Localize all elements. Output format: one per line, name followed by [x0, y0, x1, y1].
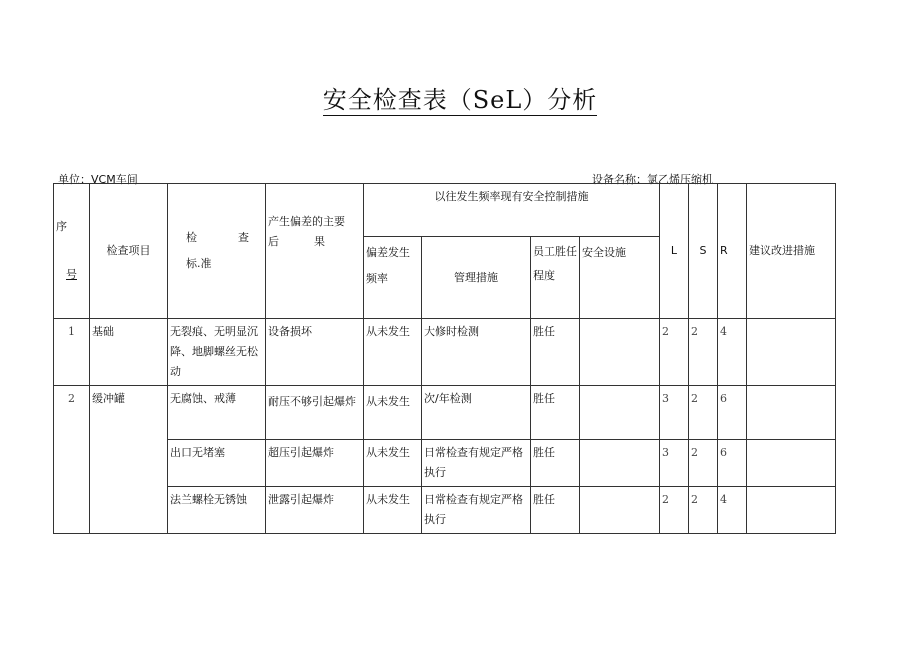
row-standard: 无腐蚀、戒薄: [168, 386, 266, 440]
row-improve: [747, 386, 836, 440]
row-R: 6: [718, 386, 747, 440]
row-facility: [580, 440, 660, 487]
row-R: 6: [718, 440, 747, 487]
table-row: [54, 319, 836, 386]
header-S: S: [689, 184, 718, 319]
row-freq: 从未发生: [364, 487, 422, 534]
row-consequence: 耐压不够引起爆炸: [266, 386, 364, 440]
row-improve: [747, 319, 836, 386]
checklist-table: [53, 183, 836, 534]
row-S: 2: [689, 319, 718, 386]
header-standard: 检 查 标.准: [168, 184, 266, 319]
row-management: 日常检查有规定严格执行: [422, 440, 531, 487]
header-item: 检查项目: [90, 184, 168, 319]
row-seq: 2: [54, 386, 90, 534]
table-row: [54, 487, 836, 534]
row-freq: 从未发生: [364, 440, 422, 487]
row-L: 3: [660, 440, 689, 487]
row-S: 2: [689, 487, 718, 534]
header-row-1: [54, 184, 836, 237]
header-deviation-freq: 偏差发生频率: [364, 237, 422, 319]
row-staff: 胜任: [531, 487, 580, 534]
header-seq: 序 号: [54, 184, 90, 319]
row-item: 基础: [90, 319, 168, 386]
row-management: 次/年检测: [422, 386, 531, 440]
row-standard: 无裂痕、无明显沉降、地脚螺丝无松动: [168, 319, 266, 386]
row-improve: [747, 487, 836, 534]
row-L: 2: [660, 487, 689, 534]
row-standard: 法兰螺栓无锈蚀: [168, 487, 266, 534]
row-management: 日常检查有规定严格执行: [422, 487, 531, 534]
header-management: 管理措施: [422, 237, 531, 319]
row-management: 大修时检测: [422, 319, 531, 386]
header-control-group: 以往发生频率现有安全控制措施: [364, 184, 660, 237]
row-staff: 胜任: [531, 386, 580, 440]
row-S: 2: [689, 440, 718, 487]
table-row: [54, 440, 836, 487]
row-L: 2: [660, 319, 689, 386]
header-L: L: [660, 184, 689, 319]
row-facility: [580, 487, 660, 534]
row-S: 2: [689, 386, 718, 440]
header-improve: 建议改进措施: [747, 184, 836, 319]
row-freq: 从未发生: [364, 386, 422, 440]
row-consequence: 设备损坏: [266, 319, 364, 386]
page-title: 安全检查表（SeL）分析: [322, 86, 598, 114]
header-consequence: 产生偏差的主要 后 果: [266, 184, 364, 319]
header-safety-facility: 安全设施: [580, 237, 660, 319]
unit-label: 单位：VCM车间: [58, 173, 138, 186]
row-consequence: 泄露引起爆炸: [266, 487, 364, 534]
row-L: 3: [660, 386, 689, 440]
row-staff: 胜任: [531, 440, 580, 487]
row-improve: [747, 440, 836, 487]
row-item: 缓冲罐: [90, 386, 168, 534]
row-freq: 从未发生: [364, 319, 422, 386]
row-consequence: 超压引起爆炸: [266, 440, 364, 487]
row-staff: 胜任: [531, 319, 580, 386]
header-R: R: [718, 184, 747, 319]
table-row: [54, 386, 836, 440]
row-seq: 1: [54, 319, 90, 386]
equipment-label: 设备名称：氯乙烯压缩机: [592, 173, 713, 186]
row-R: 4: [718, 487, 747, 534]
row-facility: [580, 386, 660, 440]
row-standard: 出口无堵塞: [168, 440, 266, 487]
header-staff: 员工胜任程度: [531, 237, 580, 319]
row-facility: [580, 319, 660, 386]
row-R: 4: [718, 319, 747, 386]
